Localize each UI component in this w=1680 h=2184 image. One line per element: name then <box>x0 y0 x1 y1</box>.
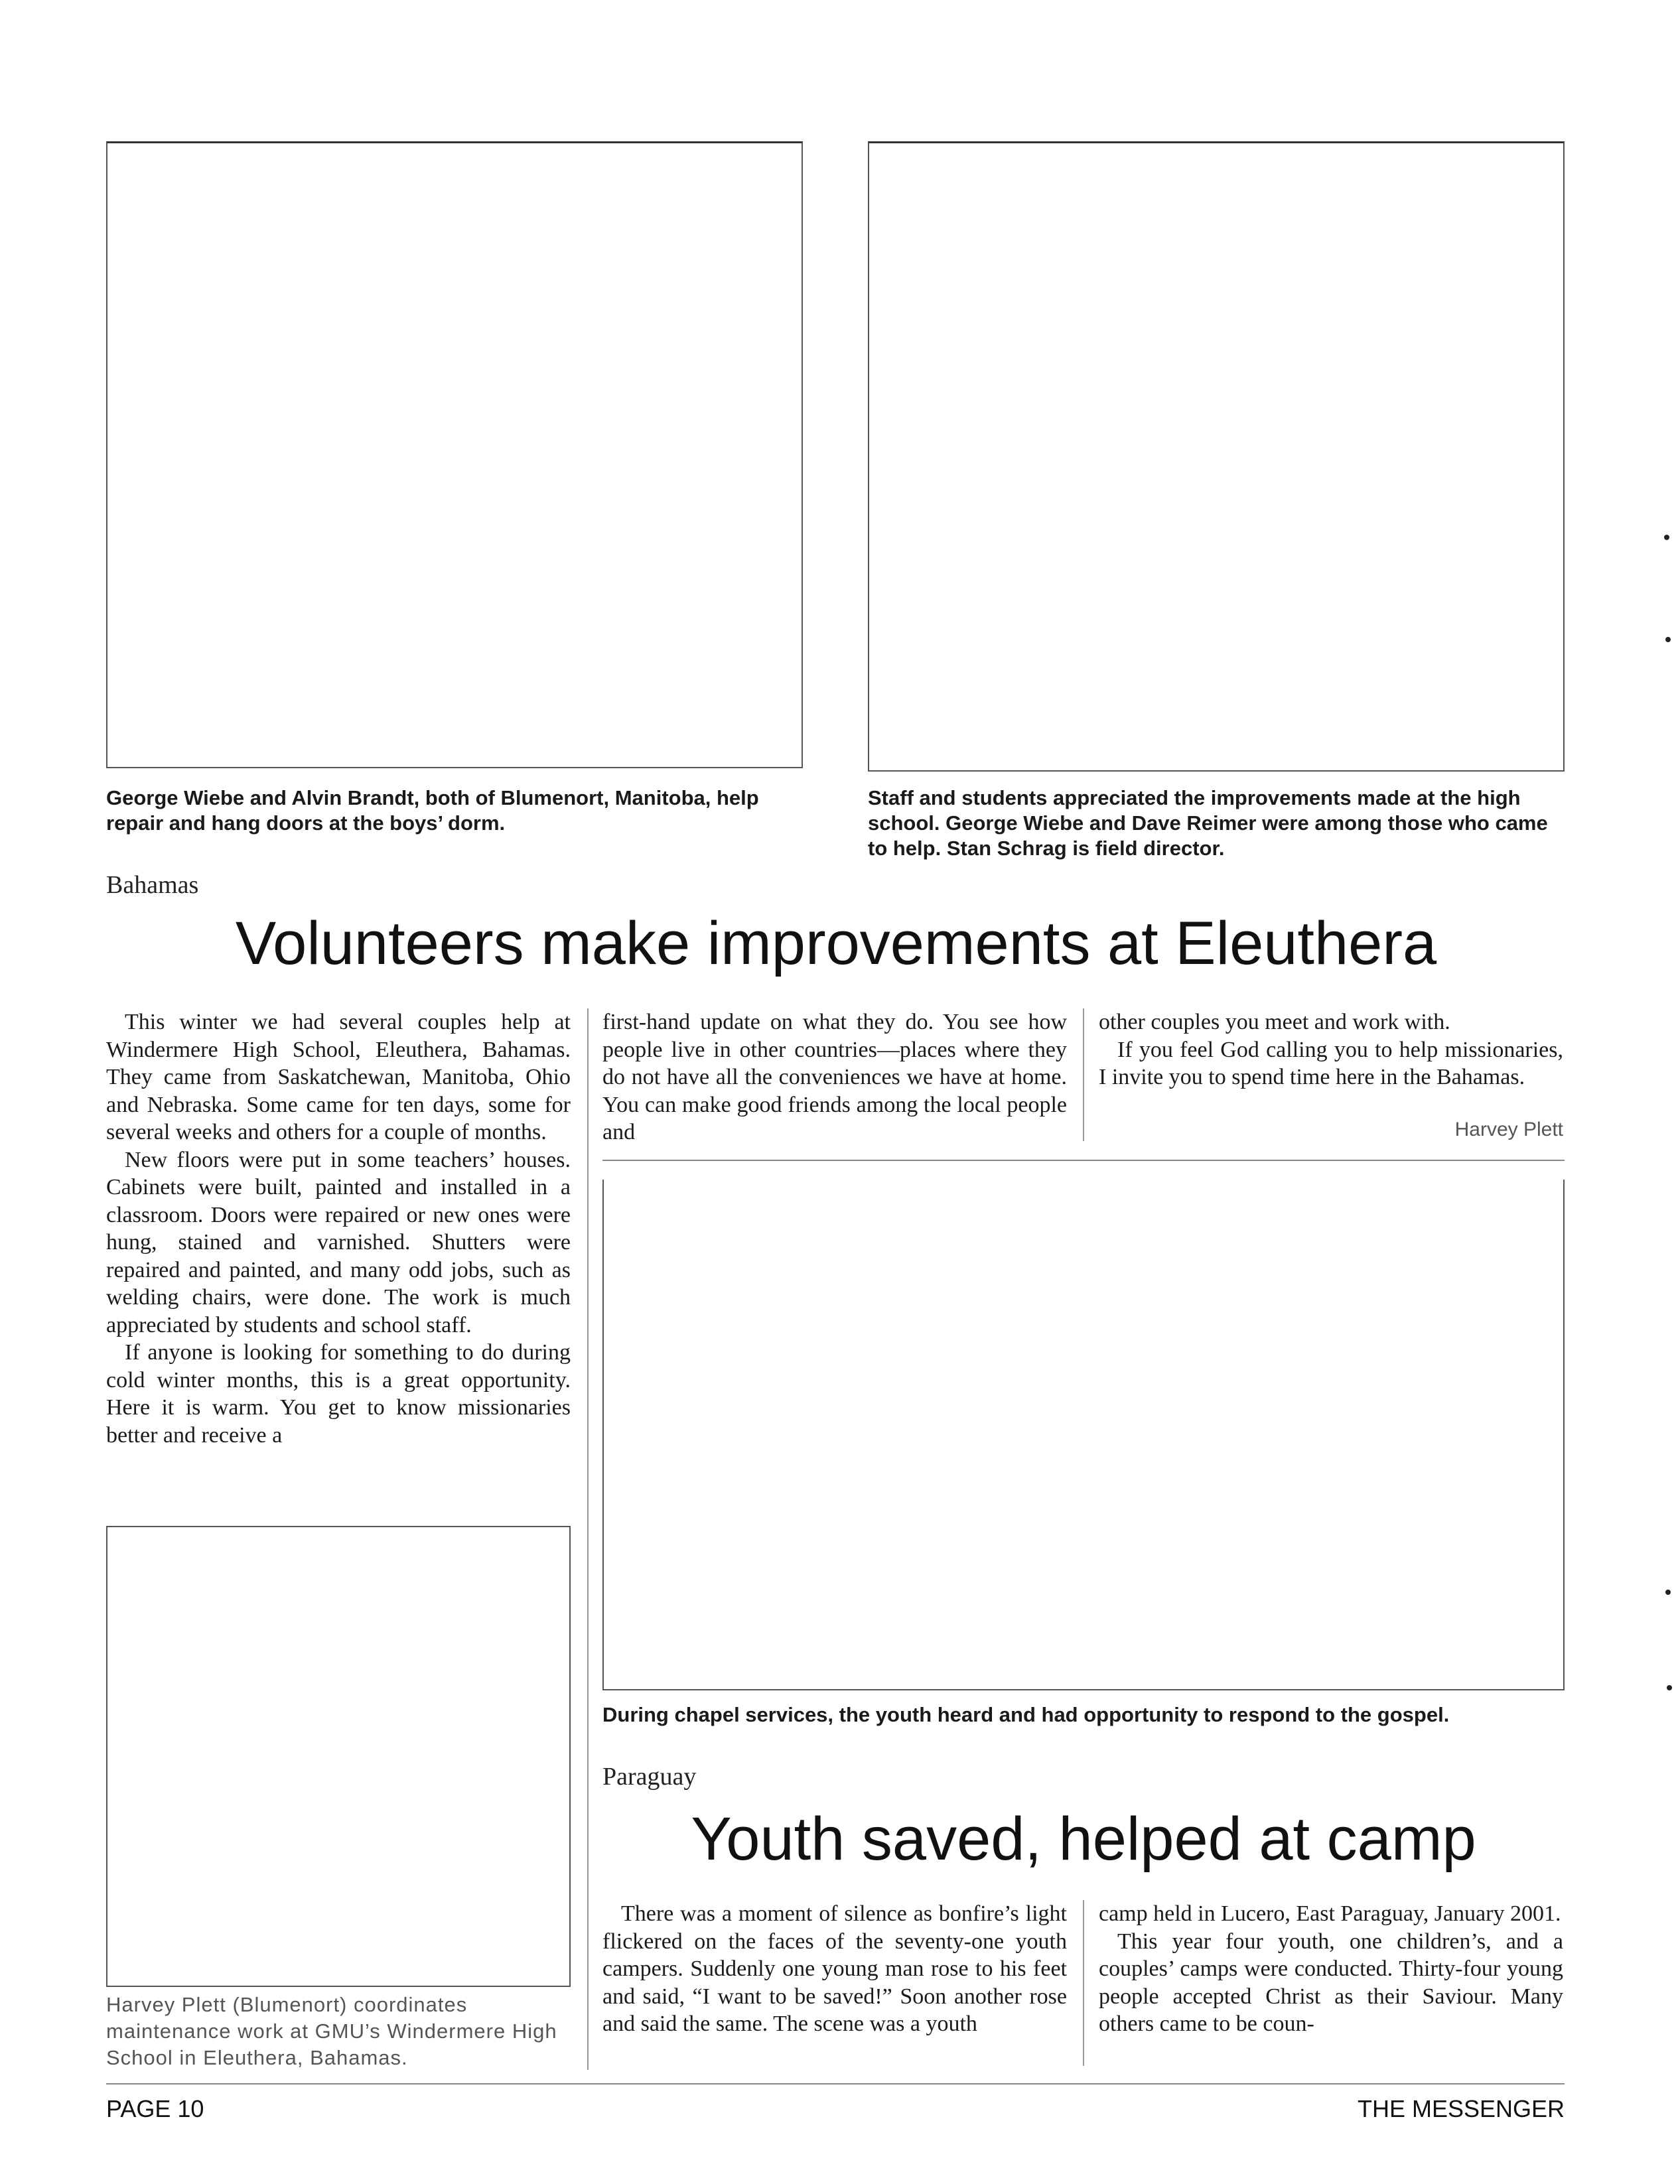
article1-column-1 <box>106 1008 571 1449</box>
scan-mark <box>1665 637 1671 642</box>
caption-chapel: During chapel services, the youth heard and had opportunity to respond to the gospel. <box>602 1703 1450 1726</box>
footer-page-number: PAGE 10 <box>106 2095 204 2122</box>
article1-column-2 <box>602 1008 1067 1146</box>
caption-top-right: Staff and students appreciated the improvements made at the high school. George Wiebe and Dave Reimer were among those who came to help. Stan Schrag is field director. <box>868 786 1548 860</box>
footer-rule <box>106 2083 1565 2084</box>
section-label-paraguay: Paraguay <box>602 1763 697 1791</box>
scan-mark <box>1664 535 1669 540</box>
headline-youth-saved: Youth saved, helped at camp <box>691 1805 1476 1873</box>
caption-plett: Harvey Plett (Blumenort) coordinates maintenance work at GMU’s Windermere High School in Eleuthera, Bahamas. <box>106 1993 557 2069</box>
section-label-bahamas: Bahamas <box>106 871 199 899</box>
photo-harvey-plett <box>106 1526 571 1987</box>
headline-volunteers: Volunteers make improvements at Eleuthera <box>235 910 1437 977</box>
column-divider <box>1083 1008 1084 1141</box>
article2-paragraph: camp held in Lucero, East Paraguay, January 2001. <box>1099 1901 1561 1926</box>
caption-top-left: George Wiebe and Alvin Brandt, both of Blumenort, Manitoba, help repair and hang doors at the boys’ dorm. <box>106 786 759 835</box>
separator-line <box>602 1160 1565 1161</box>
article1-paragraph: If you feel God calling you to help missionaries, I invite you to spend time here in the Bahamas. <box>1099 1037 1563 1089</box>
article2-column-1 <box>602 1900 1067 2038</box>
article2-column-2 <box>1099 1900 1563 2038</box>
scan-mark <box>1667 1685 1672 1690</box>
article1-paragraph: other couples you meet and work with. <box>1099 1010 1450 1034</box>
article2-paragraph: This year four youth, one children’s, and a couples’ camps were conducted. Thirty-four young people accepted Christ as their Saviour. Many others came to be coun- <box>1099 1929 1563 2036</box>
article2-paragraph: There was a moment of silence as bonfire’s light flickered on the faces of the seventy-one youth campers. Suddenly one young man rose to his feet and said, “I want to be saved!” Soon another rose and said the same. The scene was a youth <box>602 1901 1067 2036</box>
footer-publication: THE MESSENGER <box>1357 2095 1565 2122</box>
photo-chapel-services <box>602 1180 1565 1690</box>
article1-column-3 <box>1099 1008 1563 1091</box>
column-divider <box>1083 1900 1084 2066</box>
photo-high-school-improvements <box>868 141 1565 772</box>
article1-paragraph: This winter we had several couples help at Windermere High School, Eleuthera, Bahamas. They came from Saskatchewan, Manitoba, Ohio and Nebraska. Some came for ten days, some for several weeks and others for a couple of months. <box>106 1010 571 1144</box>
column-divider <box>587 1008 589 2070</box>
article1-author: Harvey Plett <box>1454 1119 1563 1140</box>
photo-doors-boys-dorm <box>106 141 803 768</box>
article1-paragraph: New floors were put in some teachers’ houses. Cabinets were built, painted and installed in a classroom. Doors were repaired or new ones were hung, stained and varnished. Shutters were repaired and painted, and many odd jobs, such as welding chairs, were done. The work is much appreciated by students and school staff. <box>106 1147 571 1337</box>
article1-paragraph: first-hand update on what they do. You see how people live in other countries—places where they do not have all the conveniences we have at home. You can make good friends among the local people and <box>602 1010 1067 1144</box>
scan-mark <box>1665 1590 1671 1595</box>
article1-paragraph: If anyone is looking for something to do during cold winter months, this is a great opportunity. Here it is warm. You get to know missionaries better and receive a <box>106 1340 571 1448</box>
